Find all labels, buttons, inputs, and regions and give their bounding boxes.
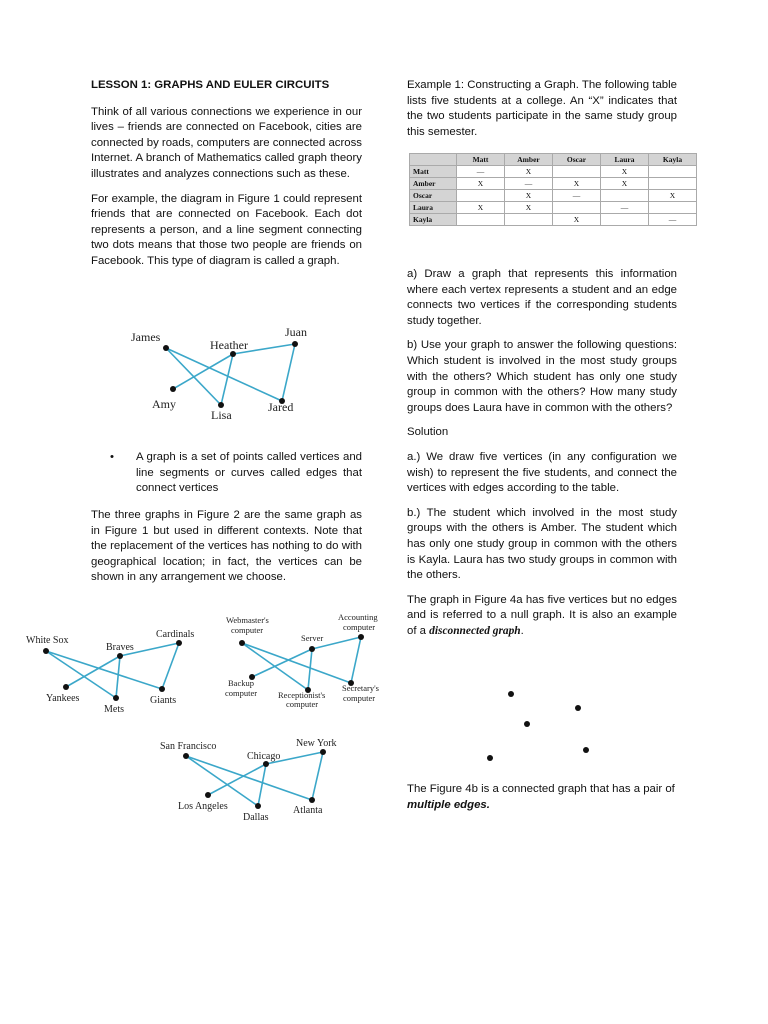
table-cell: X	[505, 166, 553, 178]
label-backup-2: computer	[225, 688, 258, 698]
label-james: James	[131, 330, 161, 344]
label-heather: Heather	[210, 338, 248, 352]
question-a: a) Draw a graph that represents this information where each vertex represents a student and an edge connects two vertices if the corresponding students study together.	[407, 268, 677, 327]
solution-b: b.) The student which involved in the most study groups with the others is Amber. The student which has only one study group in common with the others is Kayla. Laura has two study groups in common with the others.	[407, 506, 677, 582]
row-header: Oscar	[410, 190, 457, 202]
table-cell: —	[553, 190, 601, 202]
table-cell	[649, 202, 697, 214]
null-vertex	[508, 691, 514, 697]
figure4a-end: .	[520, 624, 524, 637]
label-receptionist-2: computer	[286, 699, 319, 709]
column-header: Kayla	[649, 154, 697, 166]
label-atlanta: Atlanta	[293, 805, 323, 816]
vertex-james	[163, 345, 169, 351]
table-cell	[553, 166, 601, 178]
figure4a-null-graph	[480, 685, 600, 770]
figure4a-paragraph	[407, 593, 677, 640]
disconnected-graph-term: disconnected graph	[429, 624, 521, 637]
null-vertex	[487, 755, 493, 761]
vertex-juan	[292, 341, 298, 347]
column-header: Oscar	[553, 154, 601, 166]
table-row	[410, 202, 697, 214]
questions-block	[407, 267, 677, 639]
solution-a: a.) We draw five vertices (in any configuration we wish) to represent the five students, and connect the vertices with edges according to the table.	[407, 450, 677, 495]
figure2c-graph	[155, 734, 355, 826]
table-cell	[649, 178, 697, 190]
figure4b-block	[407, 782, 677, 813]
label-new-york: New York	[296, 738, 337, 749]
label-accounting: Accounting	[338, 612, 378, 622]
label-server: Server	[301, 633, 324, 643]
label-white-sox: White Sox	[26, 635, 69, 646]
figure1-graph	[125, 322, 325, 427]
column-header: Laura	[601, 154, 649, 166]
table-cell: X	[601, 166, 649, 178]
row-header: Kayla	[410, 214, 457, 226]
figure2b-graph	[220, 612, 392, 712]
label-chicago: Chicago	[247, 751, 281, 762]
table-cell	[553, 202, 601, 214]
table-cell: X	[601, 178, 649, 190]
table-cell	[457, 214, 505, 226]
table-cell: X	[457, 202, 505, 214]
graph-definition-bullet	[110, 450, 362, 497]
figure2-paragraph-block	[91, 508, 362, 586]
graph-definition: A graph is a set of points called vertices and line segments or curves called edges that connect vertices	[136, 451, 362, 495]
figure2a-graph	[20, 625, 215, 720]
label-webmaster: Webmaster's	[226, 615, 269, 625]
label-giants: Giants	[150, 695, 177, 706]
solution-label: Solution	[407, 426, 449, 439]
column-header: Matt	[457, 154, 505, 166]
table-cell: —	[601, 202, 649, 214]
intro-paragraph: Think of all various connections we experience in our lives – friends are connected on Facebook, cities are connected by roads, computers are connected across Internet. A branch of Mathematics called graph theory illustrates and analyzes connections such as these.	[91, 105, 362, 180]
table-cell	[601, 190, 649, 202]
label-jared: Jared	[268, 400, 294, 414]
row-header: Matt	[410, 166, 457, 178]
label-san-francisco: San Francisco	[160, 741, 217, 752]
lesson-title: LESSON 1: GRAPHS AND EULER CIRCUITS	[91, 79, 330, 91]
figure4b-text: The Figure 4b is a connected graph that has a pair of	[407, 783, 675, 795]
label-secretary: Secretary's	[342, 683, 379, 693]
column-header: Amber	[505, 154, 553, 166]
question-b: b) Use your graph to answer the following questions: Which student is involved in the most study groups with the others? Which student has only one study group in common with the others? How many study groups does Laura have in common with the others?	[407, 339, 677, 414]
table-cell	[457, 190, 505, 202]
table-row	[410, 178, 697, 190]
null-vertex	[524, 721, 530, 727]
label-amy: Amy	[152, 397, 176, 411]
table-cell	[505, 214, 553, 226]
example-intro: Example 1: Constructing a Graph. The following table lists five students at a college. An “X” indicates that the two students participate in the same study group this semester.	[407, 79, 677, 138]
label-juan: Juan	[285, 325, 307, 339]
label-backup: Backup	[228, 678, 254, 688]
figure1-paragraph: For example, the diagram in Figure 1 could represent friends that are connected on Facebook. Each dot represents a person, and a line segment connecting two dots means that those two people are friends on Facebook. This type of diagram is called a graph.	[91, 192, 362, 267]
table-cell: —	[505, 178, 553, 190]
table-cell: X	[649, 190, 697, 202]
table-corner	[410, 154, 457, 166]
label-secretary-2: computer	[343, 693, 376, 703]
table-header-row	[410, 154, 697, 166]
label-mets: Mets	[104, 704, 124, 715]
figure4a-text: The graph in Figure 4a has five vertices but no edges and is referred to a null graph. It is also an example of a	[407, 593, 677, 637]
right-column	[407, 78, 677, 140]
bullet-dot: •	[110, 451, 114, 463]
label-dallas: Dallas	[243, 812, 269, 823]
label-los-angeles: Los Angeles	[178, 801, 228, 812]
label-cardinals: Cardinals	[156, 629, 195, 640]
table-cell: X	[553, 178, 601, 190]
table-cell: X	[505, 202, 553, 214]
table-cell	[649, 166, 697, 178]
multiple-edges-term: multiple edges.	[407, 798, 490, 811]
table-cell: X	[553, 214, 601, 226]
table-cell: —	[457, 166, 505, 178]
table-row	[410, 166, 697, 178]
null-vertex	[583, 747, 589, 753]
study-group-table	[409, 153, 697, 226]
figure4b-paragraph	[407, 782, 677, 813]
label-receptionist: Receptionist's	[278, 690, 326, 700]
table-cell: —	[649, 214, 697, 226]
row-header: Laura	[410, 202, 457, 214]
row-header: Amber	[410, 178, 457, 190]
label-accounting-2: computer	[343, 622, 376, 632]
label-yankees: Yankees	[46, 693, 80, 704]
table-cell: X	[505, 190, 553, 202]
left-column	[91, 78, 362, 270]
figure2-paragraph: The three graphs in Figure 2 are the same graph as in Figure 1 but used in different contexts. Note that the replacement of the vertices has nothing to do with geographical location; in fact, the vertices can be shown in any arrangement we choose.	[91, 509, 362, 584]
table-row	[410, 214, 697, 226]
vertex-amy	[170, 386, 176, 392]
table-cell	[601, 214, 649, 226]
table-cell: X	[457, 178, 505, 190]
null-vertex	[575, 705, 581, 711]
label-lisa: Lisa	[211, 408, 232, 422]
label-webmaster-2: computer	[231, 625, 264, 635]
table-row	[410, 190, 697, 202]
label-braves: Braves	[106, 642, 134, 653]
